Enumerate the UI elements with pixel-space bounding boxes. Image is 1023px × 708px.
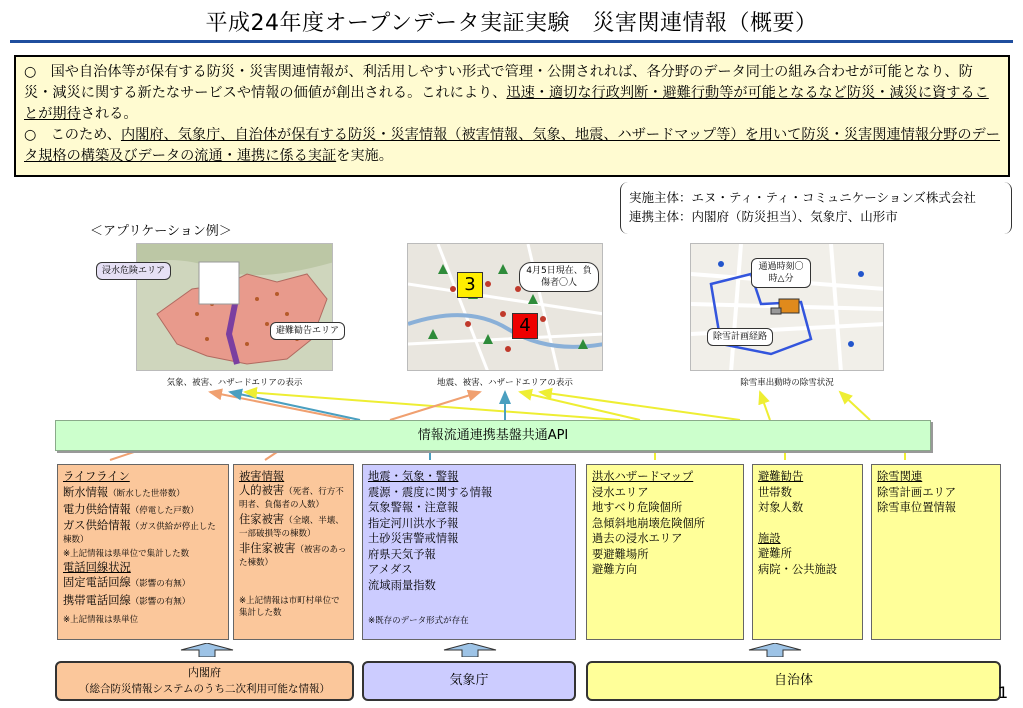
source-local-government: 自治体 bbox=[586, 661, 1001, 701]
page-title: 平成24年度オープンデータ実証実験 災害関連情報（概要） bbox=[205, 11, 818, 36]
evacuation-heading: 避難勧告 bbox=[758, 470, 804, 483]
badge-4: 4 bbox=[512, 313, 538, 339]
arrow-to-app3-yellow bbox=[760, 392, 770, 420]
category-evacuation bbox=[752, 464, 863, 640]
lifeline-note-2: ※上記情報は県単位 bbox=[63, 615, 139, 625]
cabinet-name: 内閣府 bbox=[188, 666, 221, 679]
arrow-to-app1-orange bbox=[210, 392, 350, 420]
snow-item: 除雪車位置情報 bbox=[877, 501, 957, 514]
callout-flood-risk: 浸水危険エリア bbox=[96, 262, 171, 280]
arrow-to-app3-yellow-2 bbox=[840, 392, 870, 420]
up-arrow-cabinet bbox=[177, 643, 237, 657]
evacuation-item: 対象人数 bbox=[758, 501, 804, 514]
weather-item: 土砂災害警戒情報 bbox=[368, 532, 459, 545]
hazard-item: 地すべり危険個所 bbox=[592, 501, 683, 514]
partners-text: 連携主体：内閣府（防災担当）、気象庁、山形市 bbox=[629, 209, 898, 224]
facility-heading: 施設 bbox=[758, 531, 781, 545]
lifeline-note-1: ※上記情報は県単位で集計した数 bbox=[63, 548, 190, 559]
arrow-from-lifeline bbox=[110, 450, 140, 460]
weather-item: アメダス bbox=[368, 563, 413, 576]
cabinet-detail: （総合防災情報システムのうち二次利用可能な情報） bbox=[79, 683, 330, 695]
hazard-item: 浸水エリア bbox=[592, 485, 649, 499]
up-arrow-jma bbox=[440, 643, 500, 657]
weather-item: 気象警報・注意報 bbox=[368, 501, 459, 514]
damage-item: 非住家被害（被害のあった棟数） bbox=[239, 541, 347, 568]
facility-item: 病院・公共施設 bbox=[758, 562, 838, 576]
arrow-from-damage bbox=[265, 450, 280, 460]
hazard-item: 避難方向 bbox=[592, 563, 638, 576]
arrow-to-app2-orange bbox=[390, 392, 480, 420]
summary-text: ○ このため、 bbox=[24, 127, 121, 143]
hazard-heading: 洪水ハザードマップ bbox=[592, 470, 694, 483]
summary-text: ○ 国や自治体等が保有する防災・災害関連情報が、利活用しやすい形式で管理・公開されれば、各分野のデータ同士の組み合わせが可能となり、防災・減災に関する新たなサービスや情報の価値が創出される。これにより、 bbox=[24, 64, 973, 101]
summary-bullet-2 bbox=[24, 125, 1000, 167]
damage-item: 人的被害（死者、行方不明者、負傷者の人数） bbox=[239, 483, 344, 510]
summary-box bbox=[14, 55, 1010, 177]
arrow-to-app2-yellow bbox=[520, 392, 640, 420]
evacuation-item: 世帯数 bbox=[758, 485, 792, 499]
badge-3: 3 bbox=[457, 272, 483, 298]
snow-heading: 除雪関連 bbox=[877, 470, 923, 483]
damage-item: 住家被害（全壊、半壊、一部破損等の棟数） bbox=[239, 512, 344, 539]
weather-item: 流域雨量指数 bbox=[368, 578, 436, 592]
lifeline-item: ガス供給情報（ガス供給が停止した棟数） bbox=[63, 518, 216, 545]
hazard-item: 急傾斜地崩壊危険個所 bbox=[592, 516, 705, 530]
title-underline bbox=[10, 40, 1013, 43]
lifeline-item: 電力供給情報（停電した戸数） bbox=[63, 503, 199, 516]
weather-heading: 地震・気象・警報 bbox=[368, 470, 459, 483]
app-caption-2: 地震、被害、ハザードエリアの表示 bbox=[437, 378, 573, 388]
hazard-item: 要避難場所 bbox=[592, 547, 649, 561]
summary-bullet-1 bbox=[24, 62, 1000, 125]
category-damage bbox=[233, 464, 354, 640]
callout-evacuation-area: 避難勧告エリア bbox=[270, 322, 345, 340]
app-caption-1: 気象、被害、ハザードエリアの表示 bbox=[166, 378, 303, 388]
app-example-label: ＜アプリケーション例＞ bbox=[90, 224, 232, 239]
lifeline-item: 断水情報（断水した世帯数） bbox=[63, 485, 185, 499]
phone-heading: 電話回線状況 bbox=[63, 560, 131, 574]
damage-heading: 被害情報 bbox=[239, 470, 285, 483]
category-lifeline bbox=[57, 464, 229, 640]
callout-snow-route: 除雪計画経路 bbox=[707, 328, 773, 346]
facility-item: 避難所 bbox=[758, 547, 792, 560]
source-cabinet-office bbox=[55, 661, 354, 701]
callout-injured-count: 4月5日現在、負傷者〇人 bbox=[519, 262, 599, 292]
summary-underlined-text: 内閣府、気象庁、自治体が保有する防災・災害情報（被害情報、気象、地震、ハザードマップ等）を用いて防災・災害関連情報分野のデータ規格の構築及びデータの流通・連携に係る実証 bbox=[24, 127, 1000, 164]
common-api-bar: 情報流通連携基盤共通API bbox=[55, 420, 931, 451]
summary-text: される。 bbox=[80, 106, 138, 122]
damage-note: ※上記情報は市町村単位で集計した数 bbox=[239, 595, 340, 618]
category-weather bbox=[362, 464, 576, 640]
implementer-text: 実施主体：エヌ・ティ・ティ・コミュニケーションズ株式会社 bbox=[629, 190, 976, 205]
phone-item: 携帯電話回線（影響の有無） bbox=[63, 593, 191, 607]
up-arrow-local bbox=[745, 643, 805, 657]
summary-text: を実施。 bbox=[336, 148, 393, 164]
summary-underlined-text: 迅速・適切な行政判断・避難行動等が可能となるなど防災・減災に資することが期待 bbox=[24, 85, 989, 122]
weather-item: 震源・震度に関する情報 bbox=[368, 485, 493, 499]
category-hazard bbox=[586, 464, 744, 640]
hazard-item: 過去の浸水エリア bbox=[592, 532, 683, 545]
weather-item: 府県天気予報 bbox=[368, 547, 436, 561]
weather-item: 指定河川洪水予報 bbox=[368, 516, 459, 530]
category-snow bbox=[871, 464, 1001, 640]
snow-item: 除雪計画エリア bbox=[877, 485, 957, 499]
page-number: 1 bbox=[998, 683, 1009, 702]
lifeline-heading: ライフライン bbox=[63, 470, 130, 483]
callout-pass-time: 通過時刻〇時△分 bbox=[751, 258, 811, 288]
entities-box bbox=[620, 182, 1012, 234]
phone-item: 固定電話回線（影響の有無） bbox=[63, 576, 191, 589]
app-caption-3: 除雪車出動時の除雪状況 bbox=[740, 378, 834, 388]
weather-note: ※既存のデータ形式が存在 bbox=[368, 616, 469, 626]
source-jma: 気象庁 bbox=[362, 661, 576, 701]
